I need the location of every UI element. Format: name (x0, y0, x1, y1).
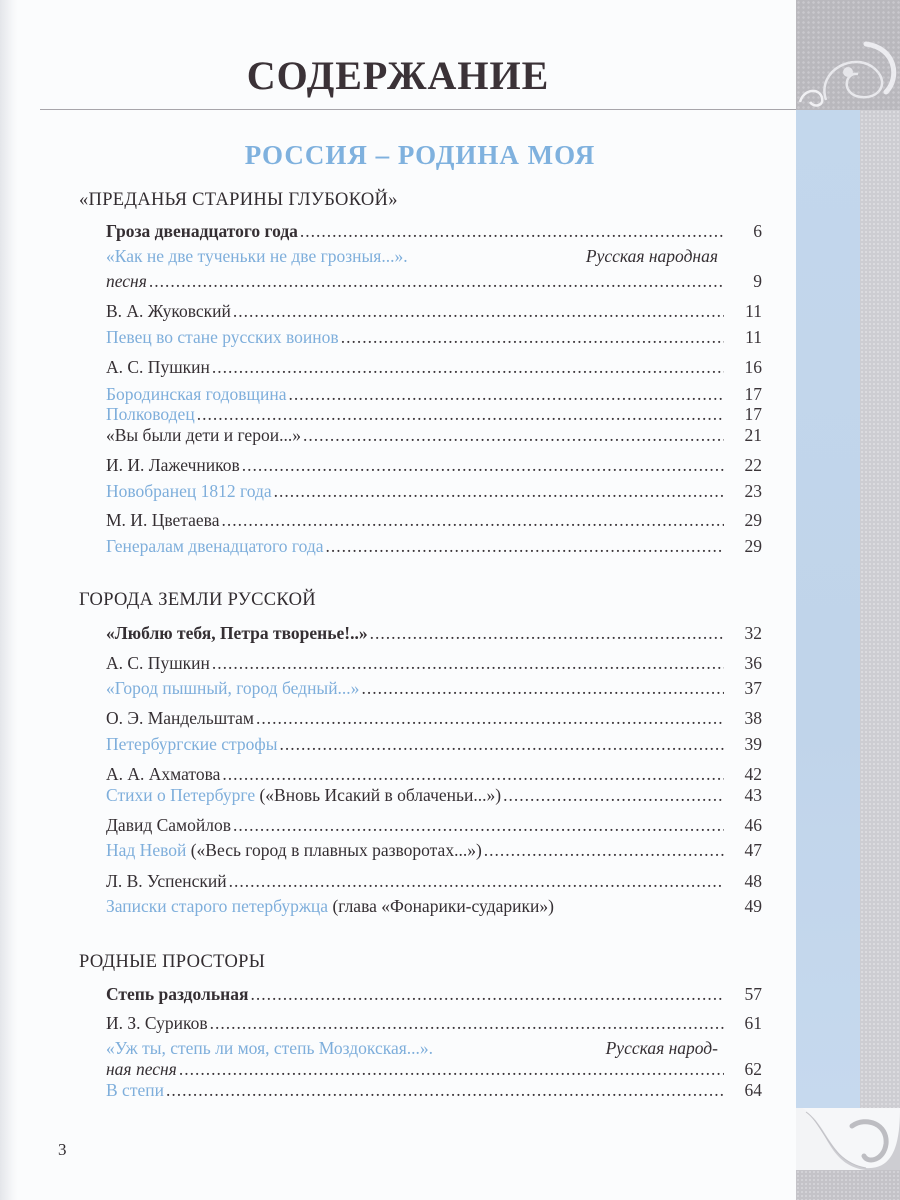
entry-author: И. И. Лажечников (106, 455, 240, 475)
toc-entry-line2[interactable] (106, 269, 762, 293)
entry-page: 23 (744, 481, 762, 501)
toc-entry[interactable] (106, 508, 762, 532)
toc-entry[interactable] (106, 479, 762, 503)
toc-entry[interactable] (106, 355, 762, 379)
entry-author: И. З. Суриков (106, 1013, 208, 1033)
entry-title: Полководец (106, 404, 195, 424)
entry-genre-cont: песня (106, 271, 147, 291)
entry-page: 49 (744, 896, 762, 916)
entry-page: 29 (744, 536, 762, 556)
leader-dots (210, 1011, 724, 1035)
entry-author: В. А. Жуковский (106, 301, 231, 321)
entry-title: Петербургские строфы (106, 734, 278, 754)
page-gutter-shadow (0, 0, 18, 1200)
entry-title: В степи (106, 1080, 164, 1100)
leader-dots (326, 534, 724, 558)
entry-subtitle: (глава «Фонарики-сударики») (332, 896, 554, 916)
page-number: 3 (58, 1140, 67, 1159)
entry-page: 46 (744, 815, 762, 835)
entry-title: Гроза двенадцатого года (106, 221, 298, 241)
leader-dots (256, 706, 724, 730)
entry-page: 47 (744, 840, 762, 860)
toc-entry[interactable] (106, 534, 762, 558)
leader-dots (242, 453, 724, 477)
toc-entry[interactable] (106, 869, 762, 893)
entry-title: Бородинская годовщина (106, 384, 287, 404)
toc-entry-line1[interactable] (106, 244, 718, 268)
toc-entry[interactable] (106, 1011, 762, 1035)
entry-page: 32 (744, 623, 762, 643)
entry-author: О. Э. Мандельштам (106, 708, 254, 728)
leader-dots (280, 732, 725, 756)
toc-entry[interactable] (106, 453, 762, 477)
toc-entry[interactable] (106, 676, 762, 700)
leader-dots (370, 621, 724, 645)
entry-title-group (106, 894, 554, 918)
toc-entry[interactable] (106, 894, 762, 918)
entry-page: 6 (753, 221, 762, 241)
entry-page: 37 (744, 678, 762, 698)
entry-author: А. С. Пушкин (106, 357, 210, 377)
toc-entry[interactable] (106, 299, 762, 323)
toc-entry[interactable] (106, 423, 762, 447)
entry-title: Новобранец 1812 года (106, 481, 272, 501)
entry-title: «Люблю тебя, Петра творенье!..» (106, 623, 368, 643)
toc-entry[interactable] (106, 651, 762, 675)
toc-entry[interactable] (106, 219, 762, 243)
section-heading: РОДНЫЕ ПРОСТОРЫ (79, 952, 266, 972)
leader-dots (149, 269, 724, 293)
entry-page: 48 (744, 871, 762, 891)
leader-dots (221, 508, 724, 532)
page-number-swirl-icon (796, 1108, 900, 1172)
entry-title: Степь раздольная (106, 984, 249, 1004)
entry-page: 11 (745, 301, 762, 321)
entry-page: 17 (744, 404, 762, 424)
entry-page: 17 (744, 384, 762, 404)
entry-author: Давид Самойлов (106, 815, 231, 835)
toc-entry[interactable] (106, 621, 762, 645)
title-divider (40, 109, 796, 110)
entry-title: Генералам двенадцатого года (106, 536, 324, 556)
entry-page: 42 (744, 764, 762, 784)
entry-page: 36 (744, 653, 762, 673)
leader-dots (233, 813, 724, 837)
entry-page: 16 (744, 357, 762, 377)
entry-title-group (106, 783, 501, 807)
entry-genre: Русская народная (585, 246, 718, 266)
part-title: РОССИЯ – РОДИНА МОЯ (244, 140, 596, 170)
leader-dots (300, 219, 724, 243)
entry-page: 39 (744, 734, 762, 754)
entry-page: 21 (744, 425, 762, 445)
entry-page: 38 (744, 708, 762, 728)
leader-dots (503, 783, 724, 807)
entry-page: 22 (744, 455, 762, 475)
entry-author: А. А. Ахматова (106, 764, 221, 784)
entry-genre-cont: ная песня (106, 1059, 177, 1079)
toc-entry[interactable] (106, 783, 762, 807)
entry-page: 57 (744, 984, 762, 1004)
gray-side-band (860, 110, 900, 1200)
entry-genre: Русская народ- (605, 1038, 718, 1058)
entry-page: 11 (745, 327, 762, 347)
section-heading: «ПРЕДАНЬЯ СТАРИНЫ ГЛУБОКОЙ» (79, 190, 398, 210)
leader-dots (233, 299, 724, 323)
entry-title: Стихи о Петербурге (106, 785, 256, 805)
entry-title-group (106, 838, 482, 862)
leader-dots (212, 651, 724, 675)
entry-title: «Вы были дети и герои...» (106, 425, 301, 445)
leader-dots (229, 869, 724, 893)
entry-title: Певец во стане русских воинов (106, 327, 339, 347)
leader-dots (341, 325, 724, 349)
blue-side-band (796, 110, 860, 1110)
leader-dots (361, 676, 724, 700)
toc-entry[interactable] (106, 838, 762, 862)
entry-page: 62 (744, 1059, 762, 1079)
leader-dots (303, 423, 724, 447)
leader-dots (274, 479, 724, 503)
entry-page: 9 (753, 271, 762, 291)
entry-author: М. И. Цветаева (106, 510, 220, 530)
toc-entry[interactable] (106, 813, 762, 837)
leader-dots (250, 982, 724, 1006)
entry-page: 43 (744, 785, 762, 805)
toc-entry[interactable] (106, 1078, 762, 1102)
entry-page: 64 (744, 1080, 762, 1100)
entry-subtitle: («Весь город в плавных разворотах...») (190, 840, 482, 860)
textured-footer-block (796, 1170, 900, 1200)
toc-entry[interactable] (106, 982, 762, 1006)
section-heading: ГОРОДА ЗЕМЛИ РУССКОЙ (79, 590, 316, 610)
entry-author: Л. В. Успенский (106, 871, 227, 891)
entry-title: «Город пышный, город бедный...» (106, 678, 360, 698)
entry-page: 61 (744, 1013, 762, 1033)
leader-dots (212, 355, 724, 379)
entry-page: 29 (744, 510, 762, 530)
entry-subtitle: («Вновь Исакий в облаченьи...») (259, 785, 502, 805)
swirl-ornament-icon (796, 30, 900, 110)
leader-dots (484, 838, 724, 862)
entry-title: «Как не две тученьки не две грозныя...». (106, 246, 408, 266)
page-title: СОДЕРЖАНИЕ (246, 53, 550, 98)
leader-dots (166, 1078, 724, 1102)
entry-title: Над Невой (106, 840, 187, 860)
decorative-side-strip (796, 0, 900, 1200)
entry-title: Записки старого петербуржца (106, 896, 329, 916)
toc-entry[interactable] (106, 706, 762, 730)
toc-entry[interactable] (106, 325, 762, 349)
entry-author: А. С. Пушкин (106, 653, 210, 673)
entry-title: «Уж ты, степь ли моя, степь Моздокская...». (106, 1038, 434, 1058)
toc-entry[interactable] (106, 732, 762, 756)
